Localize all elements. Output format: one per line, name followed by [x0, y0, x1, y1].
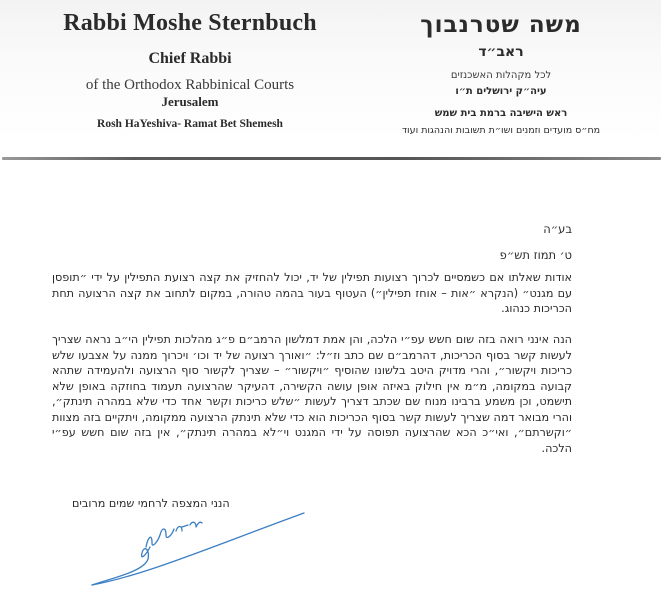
books-hebrew: מח״ס מועדים וזמנים ושו״ת תשובות והנהגות ועוד	[401, 125, 601, 136]
city-english: Jerusalem	[161, 94, 219, 109]
rabbi-name-hebrew: משה שטרנבוך	[420, 12, 582, 38]
letterhead-english	[40, 8, 340, 131]
paragraph-question: אודות שאלתו אם כשמסיים לכרוך רצועות תפילין של יד, יכול להחזיק את קצה רצועת התפילין על ידי ״תופסן עם מגנט״ (הנקרא ״אות – אוחז תפילין״) העטוף בעור בהמה טהורה, במקום לתחוב את קצה הרצועה תחת הכריכות כנהוג.	[52, 271, 572, 315]
communities-hebrew: לכל מקהלות האשכנזים	[450, 70, 552, 81]
title-english: Chief Rabbi	[148, 50, 232, 67]
city-hebrew: עיה״ק ירושלים ת״ו	[455, 86, 547, 97]
letterhead-divider	[2, 157, 661, 160]
court-english: of the Orthodox Rabbinical Courts	[85, 77, 295, 93]
signature-icon	[86, 505, 316, 591]
yeshiva-english: Rosh HaYeshiva- Ramat Bet Shemesh	[97, 118, 283, 130]
letter-closing: הנני המצפה לרחמי שמים מרובים	[72, 497, 230, 510]
title-hebrew: ראב״ד	[478, 44, 524, 60]
letterhead-hebrew	[351, 10, 651, 137]
paragraph-answer: הנה אינני רואה בזה שום חשש עפ״י הלכה, והן אמת דמלשון הרמב״ם פ״ג מהלכות תפילין הי״ב נראה שצריך לעשות קשר בסוף הכריכות, דהרמב״ם שם כתב וז״ל: ״ואורך רצועה של יד וכו׳ ויכרוך ממנה על אצבעו שלש כריכות ויקשור״, והרי מדויק היטב בלשונו שהוסיף ״ויקשור״ – שצריך לקשור סוף הרצועה ולהעמידה שתהא קבועה במקומה, מ״מ אין חילוק באיזה אופן עושה הקשירה, דהעיקר שהרצועה תעמוד בחוזקה באופן שלא תישמט, וכן משמע ברבינו מנוח שם שכתב דצריך לעשות ״שלש כריכות וקשר אחד כדי שלא במהרה תינתק״, והרי מבואר דמה שצריך לעשות קשר בסוף הכריכות הוא כדי שלא תינתק הרצועה ממקומה, ויתקיים בזה מצוות ״וקשרתם״, ואי״כ הכא שהרצועה תפוסה על ידי המגנט וי״לא במהרה תינתק״, אין בזה שום חשש עפ״י הלכה.	[52, 333, 572, 455]
letter-date: ט׳ תמוז תש״פ	[499, 248, 572, 262]
letter-bsd: בע״ה	[543, 222, 572, 236]
yeshiva-hebrew: ראש הישיבה ברמת בית שמש	[434, 108, 568, 119]
rabbi-name-english: Rabbi Moshe Sternbuch	[63, 10, 317, 36]
